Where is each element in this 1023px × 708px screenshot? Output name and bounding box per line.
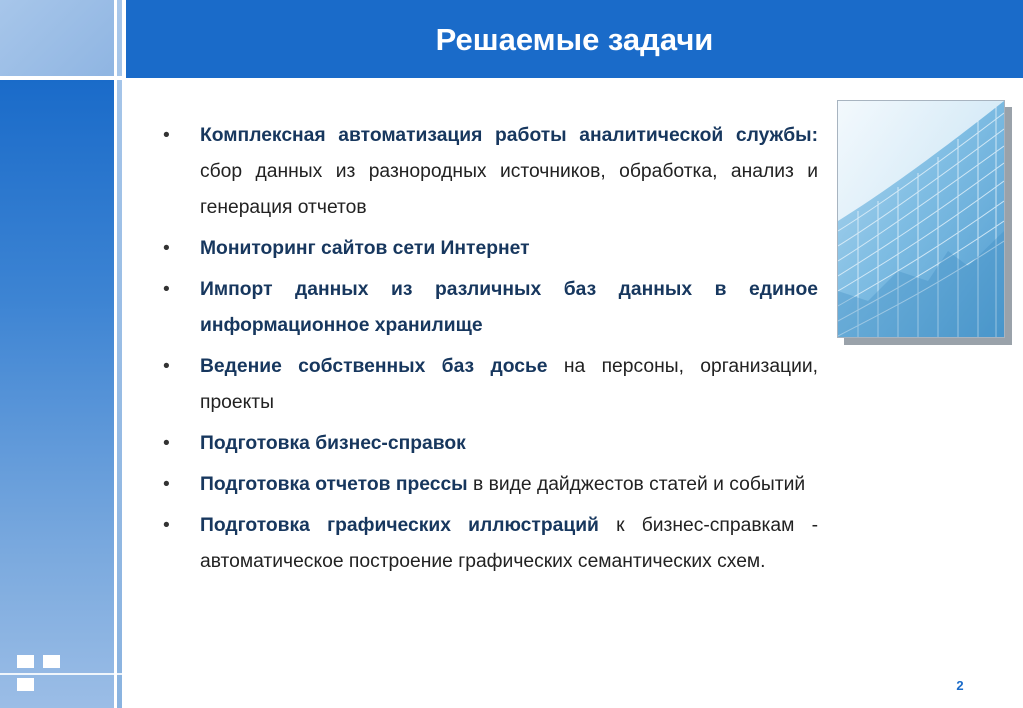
item-bold-text: Импорт данных из различных баз данных в единое информационное хранилище — [200, 279, 818, 336]
item-text: в виде дайджестов статей и событий — [467, 474, 806, 495]
horizontal-divider — [0, 76, 126, 80]
item-bold-text: Ведение собственных баз досье — [200, 356, 548, 377]
item-bold-text: Подготовка графических иллюстраций — [200, 515, 599, 536]
item-bold-text: Подготовка бизнес-справок — [200, 433, 466, 454]
page-number: 2 — [956, 678, 964, 693]
decor-square-icon — [17, 655, 34, 668]
building-photo — [837, 100, 1005, 338]
bullet-icon: • — [163, 279, 170, 300]
list-item — [163, 349, 818, 421]
decor-square-icon — [17, 678, 34, 691]
item-bold-text: Комплексная автоматизация работы аналитической службы: — [200, 125, 818, 146]
decor-square-icon — [43, 655, 60, 668]
item-text: сбор данных из разнородных источников, обработка, анализ и генерация отчетов — [200, 161, 818, 218]
list-item — [163, 508, 818, 580]
glass-building-image — [838, 101, 1004, 337]
item-text: на персоны, организации, проекты — [200, 356, 818, 413]
bullet-icon: • — [163, 238, 170, 259]
bullet-icon: • — [163, 356, 170, 377]
list-item — [163, 426, 818, 462]
list-item — [163, 231, 818, 267]
sidebar-gradient-panel — [0, 80, 114, 708]
item-bold-text: Мониторинг сайтов сети Интернет — [200, 238, 530, 259]
item-bold-text: Подготовка отчетов прессы — [200, 474, 468, 495]
divider-stripe — [122, 0, 126, 708]
slide-title: Решаемые задачи — [435, 22, 714, 57]
bullet-icon: • — [163, 125, 170, 146]
list-item — [163, 118, 818, 226]
bullet-icon: • — [163, 433, 170, 454]
list-item — [163, 272, 818, 344]
bullet-icon: • — [163, 474, 170, 495]
item-text: к бизнес-справкам - автоматическое построение графических семантических схем. — [200, 515, 818, 572]
task-list — [163, 118, 818, 585]
horizontal-divider-bottom — [0, 673, 126, 675]
bullet-icon: • — [163, 515, 170, 536]
sidebar-top-panel — [0, 0, 114, 76]
list-item — [163, 467, 818, 503]
